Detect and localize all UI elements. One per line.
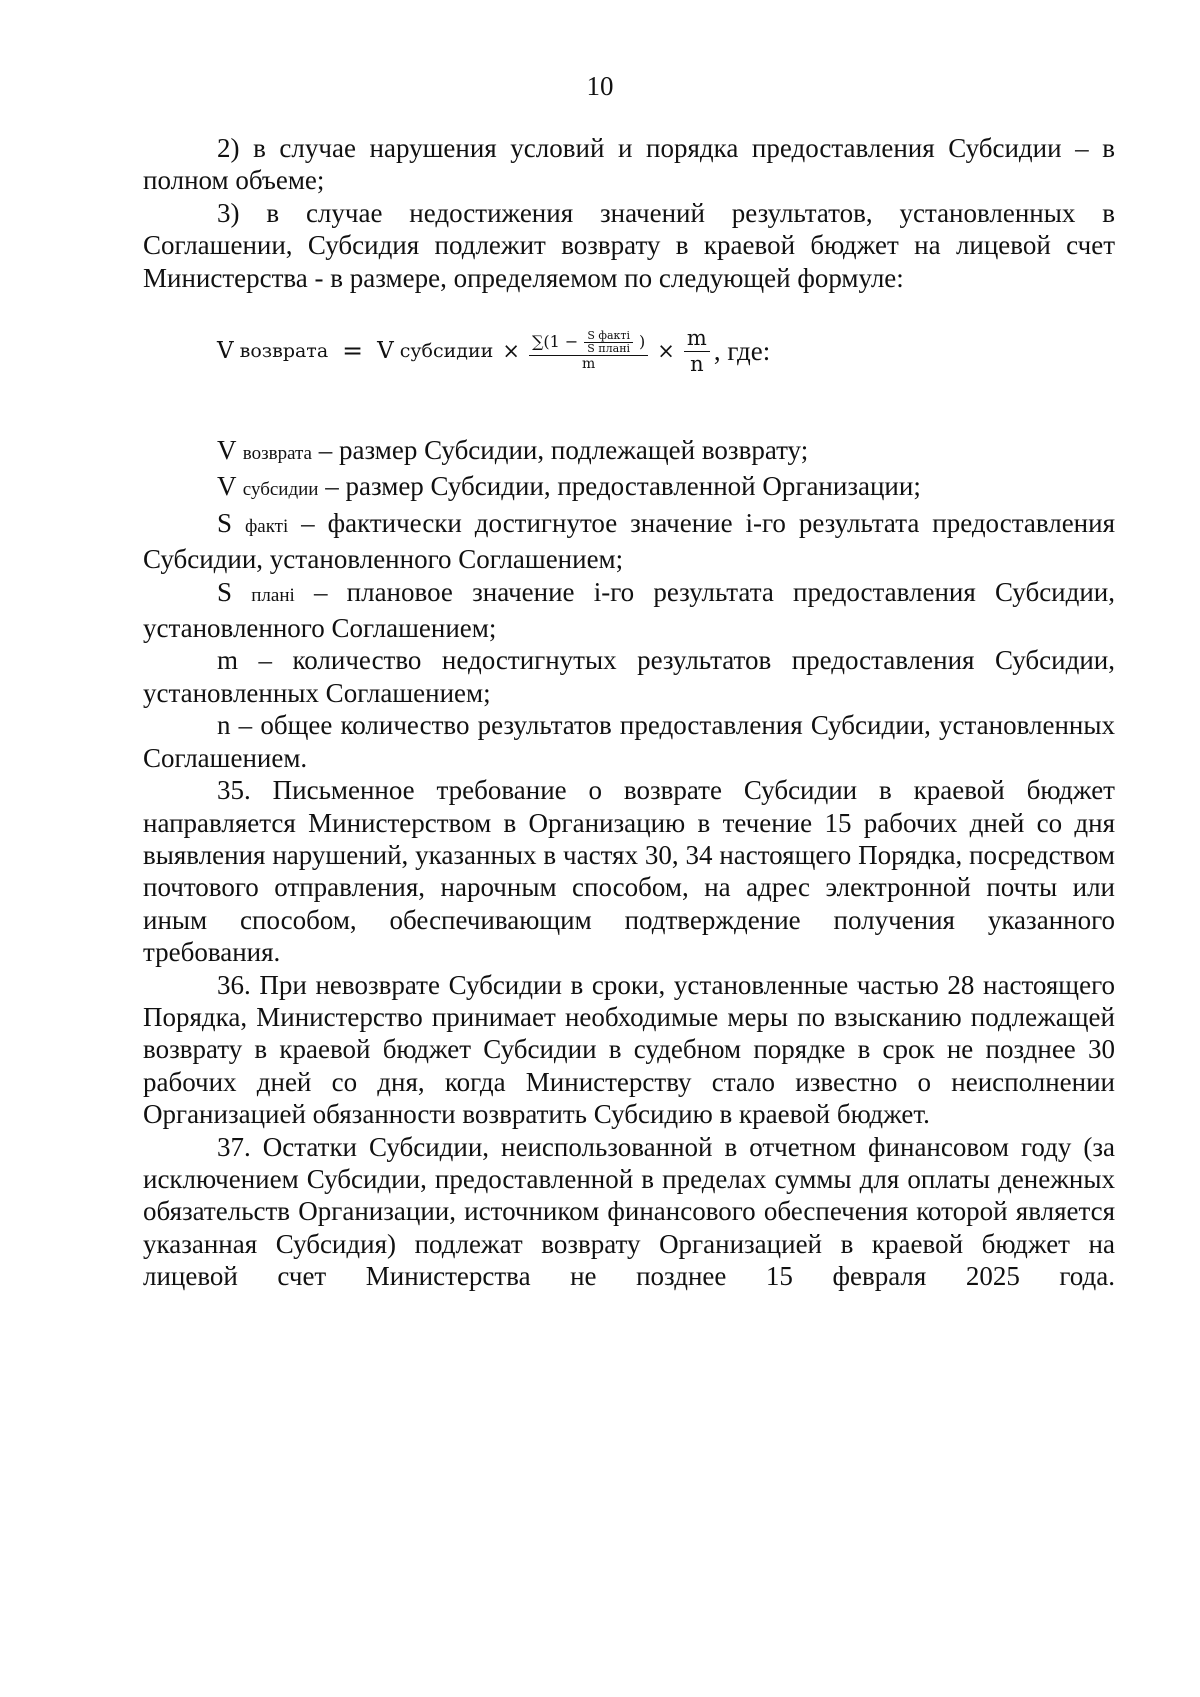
definition-symbol: n (217, 710, 231, 741)
formula-v-return-sub: возврата (239, 339, 329, 362)
definition-text: – количество недостигнутых результатов предоставления Субсидии, установленных Соглашением; (143, 645, 1115, 708)
formula-sum-denominator: m (581, 356, 596, 373)
formula-sum-fraction (529, 330, 648, 372)
formula-ratio-fraction (584, 330, 633, 355)
formula-n: n (690, 351, 704, 376)
document-body (143, 132, 1115, 1293)
page-number: 10 (586, 71, 614, 101)
definition-sub: фактi (244, 515, 289, 537)
paragraph-clause-3: 3) в случае недостижения значений результатов, установленных в Соглашении, Субсидия подлежит возврату в краевой бюджет на лицевой счет Министерства - в размере, определяемом по следующей формуле: (143, 197, 1115, 293)
formula-suffix: , где: (713, 335, 771, 366)
definition-sub: субсидии (242, 479, 319, 501)
formula-times-2: × (657, 338, 675, 363)
formula-v-subsidy-symbol: V (377, 337, 394, 364)
formula-sum-open: ∑(1 − (531, 332, 579, 352)
formula-v-return-symbol: V (217, 337, 234, 364)
formula-row (217, 306, 770, 396)
definition-v-subsidy (143, 470, 1115, 506)
section-36: 36. При невозврате Субсидии в сроки, установленные частью 28 настоящего Порядка, Министерство принимает необходимые меры по взысканию подлежащей возврату в краевой бюджет Субсидии в судебном порядке в срок не позднее 30 рабочих дней со дня, когда Министерству стало известно о неисполнении Организацией обязанности возвратить Субсидию в краевой бюджет. (143, 969, 1115, 1130)
definition-text: – плановое значение i-го результата предоставления Субсидии, установленного Соглашением; (143, 576, 1116, 644)
definition-m (143, 644, 1115, 709)
definition-s-plan (143, 576, 1115, 645)
definition-n (143, 709, 1115, 774)
formula-times-1: × (502, 338, 520, 363)
definition-symbol: m (217, 645, 239, 676)
definition-text: – размер Субсидии, предоставленной Организации; (318, 471, 921, 502)
formula-m: m (686, 326, 707, 351)
definition-symbol: S (217, 576, 233, 607)
section-35: 35. Письменное требование о возврате Субсидии в краевой бюджет направляется Министерством в Организацию в течение 15 рабочих дней со дня выявления нарушений, указанных в частях 30, 34 настоящего Порядка, посредством почтового отправления, нарочным способом, на адрес электронной почты или иным способом, обеспечивающим подтверждение получения указанного требования. (143, 775, 1115, 968)
definition-symbol: V (217, 471, 237, 502)
formula-m-n-fraction (684, 326, 710, 375)
definition-sub: планi (251, 584, 295, 606)
definition-sub: возврата (242, 443, 312, 465)
definition-text: – общее количество результатов предоставления Субсидии, установленных Соглашением. (143, 710, 1115, 773)
formula-s-plan: S планi (587, 341, 631, 355)
section-37: 37. Остатки Субсидии, неиспользованной в отчетном финансовом году (за исключением Субсидии, предоставленной в пределах суммы для оплаты денежных обязательств Организации, источником финансового обеспечения которой является указанная Субсидия) подлежат возврату Организацией в краевой бюджет на лицевой счет Министерства не позднее 15 февраля 2025 года. (143, 1131, 1115, 1292)
paragraph-clause-2: 2) в случае нарушения условий и порядка предоставления Субсидии – в полном объеме; (143, 133, 1115, 196)
formula-sum-close: ) (639, 332, 646, 352)
definition-symbol: V (217, 435, 237, 466)
definition-text: – размер Субсидии, подлежащей возврату; (312, 435, 809, 466)
definition-v-return (143, 434, 1115, 470)
definition-symbol: S (217, 507, 233, 538)
return-formula (143, 306, 1115, 402)
definition-text: – фактически достигнутое значение i-го результата предоставления Субсидии, установленного Соглашением; (143, 507, 1115, 575)
formula-equals: = (342, 335, 364, 365)
formula-v-subsidy-sub: субсидии (399, 339, 494, 362)
definition-s-fact (143, 507, 1115, 576)
formula-s-fact: S фактi (587, 328, 630, 342)
formula-sum-numerator (529, 330, 648, 355)
